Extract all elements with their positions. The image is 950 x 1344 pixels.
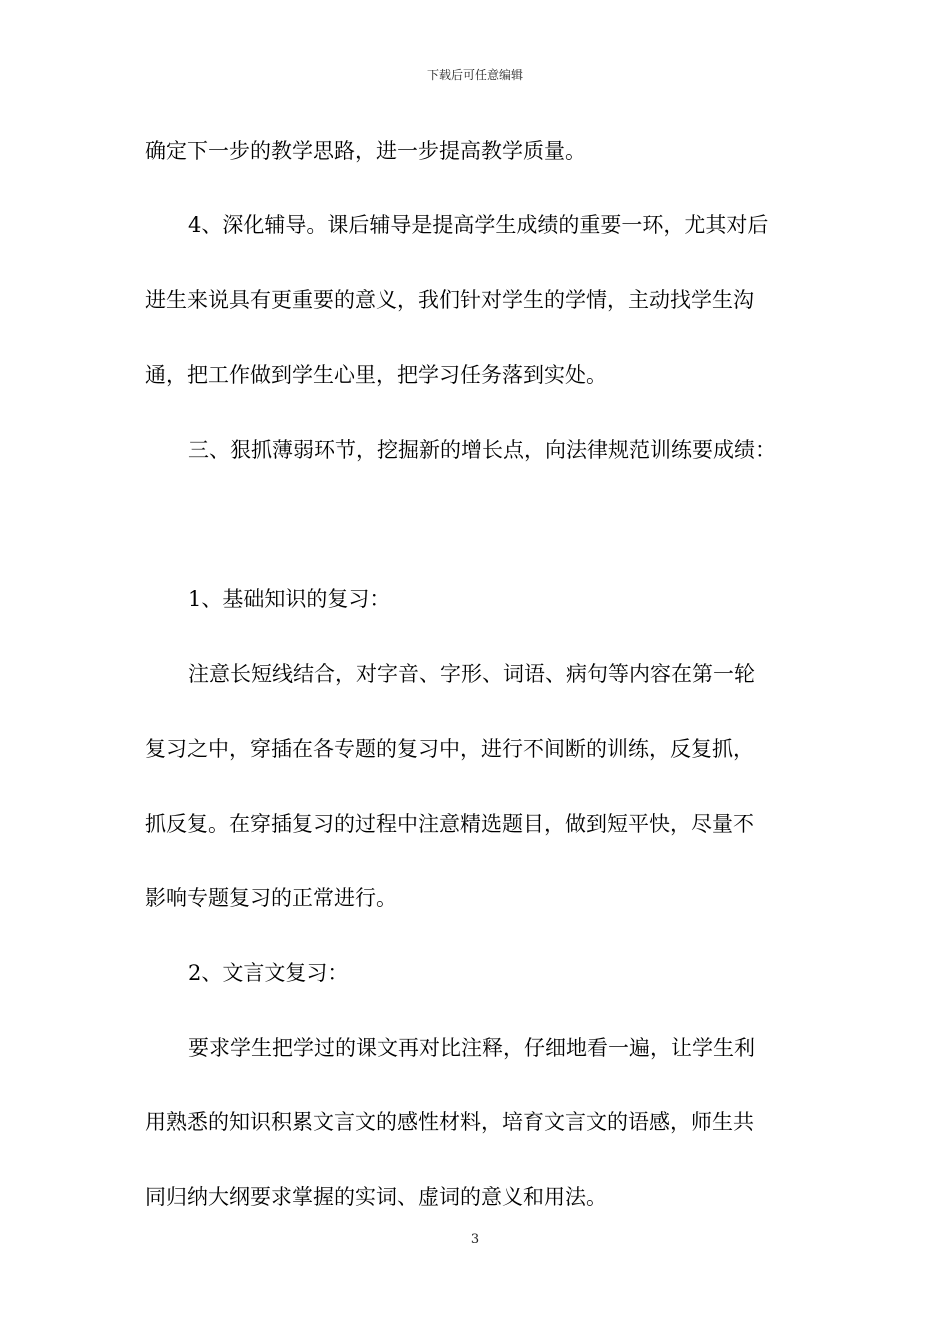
text-line-4: 通，把工作做到学生心里，把学习任务落到实处。 <box>145 363 607 387</box>
text-line-14: 同归纳大纲要求掌握的实词、虚词的意义和用法。 <box>145 1185 607 1209</box>
text-line-9: 抓反复。在穿插复习的过程中注意精选题目，做到短平快，尽量不 <box>145 812 754 836</box>
text-line-12: 要求学生把学过的课文再对比注释，仔细地看一遍，让学生利 <box>188 1036 755 1060</box>
text-line-8: 复习之中，穿插在各专题的复习中，进行不间断的训练，反复抓， <box>145 737 754 761</box>
page-number: 3 <box>470 1232 480 1247</box>
page-header: 下载后可任意编辑 <box>426 68 523 82</box>
text-line-7: 注意长短线结合，对字音、字形、词语、病句等内容在第一轮 <box>188 662 755 686</box>
subheading-2: 2、文言文复习： <box>188 961 349 985</box>
text-line-2: 4、深化辅导。课后辅导是提高学生成绩的重要一环，尤其对后 <box>188 213 769 237</box>
text-line-13: 用熟悉的知识积累文言文的感性材料，培育文言文的语感，师生共 <box>145 1110 754 1134</box>
subheading-1: 1、基础知识的复习： <box>188 587 391 611</box>
text-line-10: 影响专题复习的正常进行。 <box>145 886 397 910</box>
text-line-3: 进生来说具有更重要的意义，我们针对学生的学情，主动找学生沟 <box>145 288 754 312</box>
text-line-1: 确定下一步的教学思路，进一步提高教学质量。 <box>145 139 586 163</box>
section-heading-3: 三、狠抓薄弱环节，挖掘新的增长点，向法律规范训练要成绩： <box>188 438 776 462</box>
